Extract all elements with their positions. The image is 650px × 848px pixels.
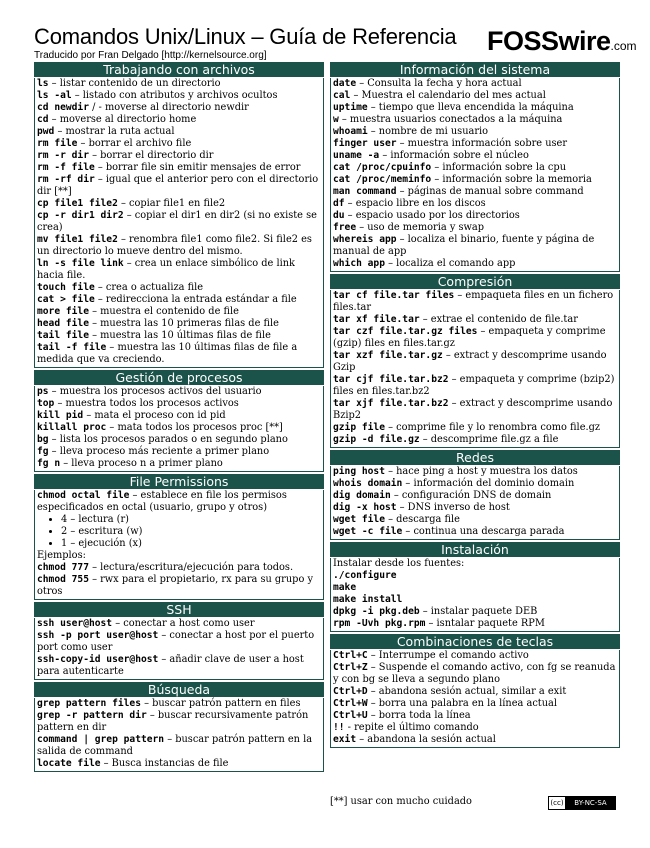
- command-text: grep pattern files: [37, 698, 141, 709]
- command-description: – lleva proceso más reciente a primer plano: [48, 446, 270, 457]
- command-text: chmod 755: [37, 574, 89, 585]
- command-entry: [37, 78, 321, 90]
- command-entry: [333, 374, 617, 398]
- command-description: – DNS inverso de host: [396, 502, 510, 513]
- command-description: – borra toda la línea: [367, 710, 471, 721]
- command-text: Ctrl+C: [333, 650, 368, 661]
- command-entry: [333, 138, 617, 150]
- command-text: make install: [333, 594, 403, 605]
- command-text: whois domain: [333, 478, 403, 489]
- command-entry: [37, 330, 321, 342]
- command-entry: [37, 234, 321, 258]
- command-description: – borrar el directorio dir: [88, 150, 214, 161]
- command-text: Ctrl+U: [333, 710, 368, 721]
- command-text: dig domain: [333, 490, 391, 501]
- section-body: [34, 386, 324, 472]
- command-text: man command: [333, 186, 397, 197]
- command-entry: [333, 722, 617, 734]
- command-text: cat /proc/meminfo: [333, 174, 432, 185]
- command-text: !!: [333, 722, 345, 733]
- command-description: – moverse al directorio home: [48, 114, 197, 125]
- command-text: rm -rf dir: [37, 174, 95, 185]
- command-entry: [333, 234, 617, 258]
- section-header: Trabajando con archivos: [34, 62, 324, 77]
- section-body: [330, 558, 620, 632]
- command-entry: [37, 174, 321, 198]
- cc-license-left: (cc): [549, 797, 566, 809]
- permission-bits-list: [37, 514, 321, 550]
- command-description: – conectar a host como user: [112, 618, 255, 629]
- command-description: – empaqueta y comprime (gzip) files en files.tar.gz: [333, 326, 606, 349]
- command-entry: [333, 90, 617, 102]
- command-entry: [37, 562, 321, 574]
- command-description: – abandona la sesión actual: [356, 734, 496, 745]
- command-text: tar xzf file.tar.gz: [333, 350, 443, 361]
- command-text: whoami: [333, 126, 368, 137]
- command-entry: [333, 114, 617, 126]
- command-entry: [37, 398, 321, 410]
- command-entry: [37, 574, 321, 598]
- command-text: which app: [333, 258, 385, 269]
- command-entry: [333, 162, 617, 174]
- command-text: tar xf file.tar: [333, 314, 420, 325]
- command-entry: [333, 478, 617, 490]
- command-entry: [37, 258, 321, 282]
- command-entry: [333, 582, 617, 594]
- command-entry: [37, 654, 321, 678]
- command-description: – mata todos los procesos proc [**]: [106, 422, 283, 433]
- command-entry: [333, 150, 617, 162]
- command-description: / - moverse al directorio newdir: [88, 102, 249, 113]
- command-entry: [37, 306, 321, 318]
- command-text: cp file1 file2: [37, 198, 118, 209]
- command-text: head file: [37, 318, 89, 329]
- command-text: ./configure: [333, 570, 397, 581]
- command-text: tail -f file: [37, 342, 107, 353]
- permission-bit: • 1 – ejecución (x): [61, 538, 321, 550]
- command-text: rm file: [37, 138, 78, 149]
- command-text: dig -x host: [333, 502, 397, 513]
- permission-bit: • 2 – escritura (w): [61, 526, 321, 538]
- command-entry: [37, 386, 321, 398]
- section-file-permissions: [34, 474, 324, 600]
- command-description: – añadir clave de user a host para autenticarte: [37, 654, 304, 677]
- command-description: – mata el proceso con id pid: [83, 410, 226, 421]
- command-text: ssh user@host: [37, 618, 113, 629]
- command-description: – descomprime file.gz a file: [419, 434, 559, 445]
- command-description: - repite el último comando: [344, 722, 479, 733]
- command-text: make: [333, 582, 357, 593]
- command-description: – empaqueta y comprime (bzip2) files en files.tar.bz2: [333, 374, 615, 397]
- command-entry: [333, 710, 617, 722]
- command-entry: [333, 222, 617, 234]
- command-text: tar czf file.tar.gz files: [333, 326, 478, 337]
- command-entry: [333, 618, 617, 630]
- command-description: – listar contenido de un directorio: [48, 78, 221, 89]
- command-description: – información del dominio domain: [402, 478, 575, 489]
- command-entry: [333, 698, 617, 710]
- command-description: – comprime file y lo renombra como file.gz: [384, 422, 601, 433]
- section-compresion: [330, 274, 620, 448]
- command-description: – muestra información sobre user: [396, 138, 568, 149]
- section-header: Información del sistema: [330, 62, 620, 77]
- command-text: free: [333, 222, 357, 233]
- command-description: – borrar el archivo file: [77, 138, 192, 149]
- command-description: – crea un enlace simbólico de link hacia file.: [37, 258, 295, 281]
- command-description: – lectura/escritura/ejecución para todos.: [88, 562, 294, 573]
- command-entry: [333, 734, 617, 746]
- command-text: du: [333, 210, 345, 221]
- command-description: – continua una descarga parada: [402, 526, 565, 537]
- command-entry: [333, 126, 617, 138]
- command-entry: [37, 434, 321, 446]
- section-body: [330, 290, 620, 448]
- command-text: tar xjf file.tar.bz2: [333, 398, 449, 409]
- section-body: [34, 618, 324, 680]
- page-title: Comandos Unix/Linux – Guía de Referencia: [34, 24, 457, 49]
- command-text: dpkg -i pkg.deb: [333, 606, 420, 617]
- command-entry: [37, 102, 321, 114]
- command-description: – listado con atributos y archivos ocultos: [71, 90, 278, 101]
- command-text: ls -al: [37, 90, 72, 101]
- command-entry: [37, 198, 321, 210]
- command-description: – extrae el contenido de file.tar: [419, 314, 578, 325]
- command-text: pwd: [37, 126, 55, 137]
- command-entry: [333, 490, 617, 502]
- command-entry: [333, 502, 617, 514]
- command-entry: [37, 630, 321, 654]
- command-text: chmod octal file: [37, 490, 130, 501]
- command-text: cat /proc/cpuinfo: [333, 162, 432, 173]
- command-text: gzip -d file.gz: [333, 434, 420, 445]
- section-ssh: [34, 602, 324, 680]
- command-entry: [37, 490, 321, 514]
- command-description: – buscar recursivamente patrón pattern en dir: [37, 710, 309, 733]
- command-text: killall proc: [37, 422, 107, 433]
- command-entry: [37, 458, 321, 470]
- command-entry: [333, 326, 617, 350]
- command-description: – mostrar la ruta actual: [54, 126, 175, 137]
- command-entry: [37, 698, 321, 710]
- examples-label: Ejemplos:: [37, 550, 86, 561]
- command-text: rm -r dir: [37, 150, 89, 161]
- command-entry: [333, 174, 617, 186]
- command-entry: [333, 606, 617, 618]
- command-description: – copiar el dir1 en dir2 (si no existe se crea): [37, 210, 317, 233]
- command-description: – Suspende el comando activo, con fg se reanuda y con bg se lleva a segundo plano: [333, 662, 616, 685]
- command-entry: [37, 618, 321, 630]
- command-text: df: [333, 198, 345, 209]
- command-description: – páginas de manual sobre command: [396, 186, 584, 197]
- command-text: fg n: [37, 458, 61, 469]
- command-text: uptime: [333, 102, 368, 113]
- section-header: Instalación: [330, 542, 620, 557]
- section-informacion-del-sistema: [330, 62, 620, 272]
- command-description: – extract y descomprime usando Bzip2: [333, 398, 613, 421]
- command-description: – igual que el anterior pero con el directorio dir [**]: [37, 174, 319, 197]
- section-header: Compresión: [330, 274, 620, 289]
- left-column: [34, 62, 324, 774]
- command-description: – descarga file: [384, 514, 460, 525]
- command-text: ssh-copy-id user@host: [37, 654, 159, 665]
- command-text: touch file: [37, 282, 95, 293]
- command-description: – muestra los procesos activos del usuario: [48, 386, 262, 397]
- command-description: – localiza el binario, fuente y página de manual de app: [333, 234, 595, 257]
- command-description: – borra una palabra en la línea actual: [367, 698, 558, 709]
- command-description: – lista los procesos parados o en segundo plano: [48, 434, 288, 445]
- command-description: – instalar paquete DEB: [419, 606, 538, 617]
- command-entry: [333, 210, 617, 222]
- command-entry: [37, 342, 321, 366]
- command-text: tar cf file.tar files: [333, 290, 455, 301]
- command-text: w: [333, 114, 339, 125]
- command-text: whereis app: [333, 234, 397, 245]
- command-entry: [37, 422, 321, 434]
- command-description: – espacio libre en los discos: [344, 198, 486, 209]
- command-entry: [37, 318, 321, 330]
- command-text: cal: [333, 90, 351, 101]
- command-text: wget file: [333, 514, 385, 525]
- command-description: – información sobre la cpu: [431, 162, 567, 173]
- command-text: ps: [37, 386, 49, 397]
- command-text: Ctrl+W: [333, 698, 368, 709]
- command-entry: [37, 138, 321, 150]
- command-text: cat > file: [37, 294, 95, 305]
- command-text: ls: [37, 78, 49, 89]
- section-header: Redes: [330, 450, 620, 465]
- command-entry: [37, 114, 321, 126]
- section-body: [330, 650, 620, 748]
- command-description: – Consulta la fecha y hora actual: [356, 78, 522, 89]
- command-entry: [37, 758, 321, 770]
- command-entry: [333, 398, 617, 422]
- section-header: SSH: [34, 602, 324, 617]
- command-description: – Busca instancias de file: [100, 758, 229, 769]
- command-text: mv file1 file2: [37, 234, 118, 245]
- section-header: Combinaciones de teclas: [330, 634, 620, 649]
- permission-bit: • 4 – lectura (r): [61, 514, 321, 526]
- command-text: command | grep pattern: [37, 734, 165, 745]
- command-entry: [37, 126, 321, 138]
- command-description: – crea o actualiza file: [94, 282, 204, 293]
- command-entry: [333, 314, 617, 326]
- command-description: – muestra las 10 últimas filas de file a medida que va creciendo.: [37, 342, 298, 365]
- command-entry: [333, 686, 617, 698]
- section-body: [34, 490, 324, 600]
- command-description: – renombra file1 como file2. Si file2 es un directorio lo mueve dentro del mismo.: [37, 234, 312, 257]
- section-busqueda: [34, 682, 324, 772]
- command-text: cd newdir: [37, 102, 89, 113]
- command-entry: [333, 78, 617, 90]
- command-text: ping host: [333, 466, 385, 477]
- command-text: date: [333, 78, 357, 89]
- section-header: Gestión de procesos: [34, 370, 324, 385]
- command-entry: [333, 662, 617, 686]
- command-description: – establece en file los permisos especificados en octal (usuario, grupo y otros): [37, 490, 287, 513]
- command-text: rm -f file: [37, 162, 95, 173]
- command-description: – información sobre el núcleo: [379, 150, 529, 161]
- command-text: cd: [37, 114, 49, 125]
- command-text: more file: [37, 306, 89, 317]
- command-description: – buscar patrón pattern en la salida de command: [37, 734, 313, 757]
- command-text: exit: [333, 734, 357, 745]
- footer-note: [**] usar con mucho cuidado: [330, 796, 472, 807]
- command-description: – copiar file1 en file2: [117, 198, 226, 209]
- section-body: [34, 698, 324, 772]
- command-description: – isntalar paquete RPM: [425, 618, 545, 629]
- command-entry: [333, 594, 617, 606]
- command-entry: [333, 570, 617, 582]
- command-text: fg: [37, 446, 49, 457]
- command-entry: [333, 526, 617, 538]
- command-text: Ctrl+Z: [333, 662, 368, 673]
- command-entry: [37, 150, 321, 162]
- section-trabajando-con-archivos: [34, 62, 324, 368]
- command-description: – empaqueta files en un fichero files.tar: [333, 290, 614, 313]
- section-body: [34, 78, 324, 368]
- command-description: – lleva proceso n a primer plano: [60, 458, 223, 469]
- command-entry: [333, 350, 617, 374]
- logo-suffix: .com: [610, 39, 637, 53]
- command-description: – muestra usuarios conectados a la máquina: [338, 114, 563, 125]
- command-entry: [333, 290, 617, 314]
- section-body: [330, 78, 620, 272]
- command-description: – muestra el contenido de file: [88, 306, 239, 317]
- command-description: – nombre de mi usuario: [367, 126, 489, 137]
- command-text: ln -s file link: [37, 258, 124, 269]
- command-text: kill pid: [37, 410, 84, 421]
- command-description: – uso de memoria y swap: [356, 222, 484, 233]
- fosswire-logo: [487, 24, 637, 63]
- command-description: – muestra las 10 primeras filas de file: [88, 318, 279, 329]
- command-description: – abandona sesión actual, similar a exit: [367, 686, 567, 697]
- command-entry: [333, 434, 617, 446]
- cc-license-badge: [548, 796, 616, 810]
- command-text: wget -c file: [333, 526, 403, 537]
- command-text: ssh -p port user@host: [37, 630, 159, 641]
- command-text: gzip file: [333, 422, 385, 433]
- command-entry: [333, 258, 617, 270]
- command-text: cp -r dir1 dir2: [37, 210, 124, 221]
- command-entry: [37, 734, 321, 758]
- command-text: finger user: [333, 138, 397, 149]
- command-description: – extract y descomprime usando Gzip: [333, 350, 607, 373]
- translator-credit: Traducido por Fran Delgado [http://kernelsource.org]: [34, 50, 267, 61]
- section-header: Búsqueda: [34, 682, 324, 697]
- command-description: – información sobre la memoria: [431, 174, 592, 185]
- command-description: – hace ping a host y muestra los datos: [384, 466, 578, 477]
- section-intro: Instalar desde los fuentes:: [333, 558, 465, 569]
- command-entry: [37, 210, 321, 234]
- command-entry: [37, 446, 321, 458]
- command-description: – redirecciona la entrada estándar a file: [94, 294, 297, 305]
- command-text: chmod 777: [37, 562, 89, 573]
- section-gestion-de-procesos: [34, 370, 324, 472]
- command-entry: [333, 466, 617, 478]
- command-text: rpm -Uvh pkg.rpm: [333, 618, 426, 629]
- command-entry: [333, 186, 617, 198]
- command-description: – rwx para el propietario, rx para su grupo y otros: [37, 574, 313, 597]
- command-description: – configuración DNS de domain: [390, 490, 552, 501]
- command-text: locate file: [37, 758, 101, 769]
- command-text: tar cjf file.tar.bz2: [333, 374, 449, 385]
- command-entry: [333, 198, 617, 210]
- command-text: top: [37, 398, 55, 409]
- section-body: [330, 466, 620, 540]
- command-entry: [333, 422, 617, 434]
- command-entry: [333, 102, 617, 114]
- command-description: – muestra todos los procesos activos: [54, 398, 239, 409]
- cc-license-right: BY-NC-SA: [566, 797, 615, 809]
- command-entry: [37, 710, 321, 734]
- command-text: tail file: [37, 330, 89, 341]
- command-description: – muestra las 10 últimas filas de file: [88, 330, 271, 341]
- command-entry: [333, 514, 617, 526]
- section-instalacion: [330, 542, 620, 632]
- command-text: bg: [37, 434, 49, 445]
- command-description: – borrar file sin emitir mensajes de error: [94, 162, 301, 173]
- section-header: File Permissions: [34, 474, 324, 489]
- command-entry: [37, 294, 321, 306]
- command-entry: [333, 650, 617, 662]
- command-description: – Interrumpe el comando activo: [367, 650, 529, 661]
- command-text: grep -r pattern dir: [37, 710, 147, 721]
- command-description: – conectar a host por el puerto port como user: [37, 630, 315, 653]
- command-description: – buscar patrón pattern en files: [140, 698, 301, 709]
- right-column: [330, 62, 620, 750]
- command-entry: [37, 410, 321, 422]
- command-description: – tiempo que lleva encendida la máquina: [367, 102, 574, 113]
- logo-main: FOSSwire: [487, 26, 611, 56]
- command-entry: [37, 90, 321, 102]
- command-entry: [37, 162, 321, 174]
- command-text: Ctrl+D: [333, 686, 368, 697]
- command-text: uname -a: [333, 150, 380, 161]
- command-description: – Muestra el calendario del mes actual: [350, 90, 546, 101]
- command-description: – espacio usado por los directorios: [344, 210, 520, 221]
- command-entry: [37, 282, 321, 294]
- section-combinaciones-de-teclas: [330, 634, 620, 748]
- section-redes: [330, 450, 620, 540]
- command-description: – localiza el comando app: [384, 258, 516, 269]
